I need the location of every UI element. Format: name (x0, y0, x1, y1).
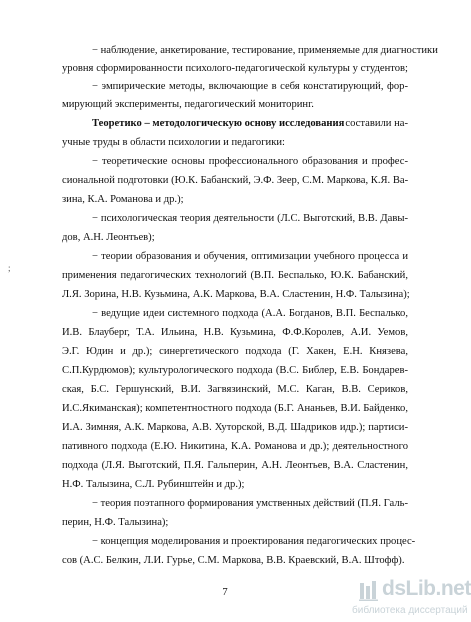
text-line: уровня сформированности психолого-педагогической культуры у студентов; (62, 63, 408, 74)
page-number: 7 (222, 587, 228, 598)
text-line: − концепция моделирования и проектирования педагогических процес- (92, 536, 416, 547)
text-line: ская, Б.С. Гершунский, В.И. Загвязинский, М.С. Каган, В.В. Сериков, (62, 384, 408, 395)
text-line (92, 117, 408, 130)
margin-marker: ; (8, 263, 11, 273)
text-line: − психологическая теория деятельности (Л.С. Выготский, В.В. Давы- (92, 213, 408, 224)
text-line: сов (А.С. Белкин, Л.И. Гурье, С.М. Маркова, В.В. Краевский, В.А. Штофф). (62, 555, 405, 566)
library-logo-icon (358, 580, 380, 602)
text-line: С.П.Курдюмов); культурологического подхода (В.С. Библер, Е.В. Бондарев- (62, 365, 408, 376)
section-heading: Теоретико – методологическую основу исследования (92, 118, 345, 129)
watermark-title: dsLib.net (382, 577, 471, 600)
text-line: сиональной подготовки (Ю.К. Бабанский, Э.Ф. Зеер, С.М. Маркова, К.Я. Ва- (62, 175, 409, 186)
text-line: И.В. Блауберг, Т.А. Ильина, Н.В. Кузьмина, Ф.Ф.Королев, А.И. Уемов, (62, 327, 408, 338)
text-line: зина, К.А. Романова и др.); (62, 194, 184, 205)
text-line: учные труды в области психологии и педагогики: (62, 137, 285, 148)
text-line: мирующий эксперименты, педагогический мониторинг. (62, 99, 314, 110)
text-line: − теоретические основы профессионального образования и профес- (92, 156, 408, 167)
text-line: − теории образования и обучения, оптимизации учебного процесса и (92, 251, 408, 262)
text-line: − теория поэтапного формирования умственных действий (П.Я. Галь- (92, 498, 408, 509)
text-line: − эмпирические методы, включающие в себя констатирующий, фор- (92, 81, 408, 92)
text-line: перин, Н.Ф. Талызина); (62, 517, 169, 528)
text-line: подхода (Л.Я. Выготский, П.Я. Гальперин, А.Н. Леонтьев, В.А. Сластенин, (62, 460, 408, 471)
text-fragment: составили на- (345, 118, 408, 129)
watermark (352, 577, 471, 619)
text-line: И.А. Зимняя, А.К. Маркова, А.В. Хуторской, В.Д. Шадриков идр.); партиси- (62, 422, 408, 433)
text-line: И.С.Якиманская); компетентностного подхода (Б.Г. Ананьев, В.И. Байденко, (62, 403, 408, 414)
text-line: Л.Я. Зорина, Н.В. Кузьмина, А.К. Маркова, В.А. Сластенин, Н.Ф. Талызина); (62, 289, 410, 300)
text-line: пативного подхода (Е.Ю. Никитина, К.А. Романова и др.); деятельностного (62, 441, 408, 452)
text-line: дов, А.Н. Леонтьев); (62, 232, 155, 243)
text-line: Э.Г. Юдин и др.); синергетического подхода (Г. Хакен, Е.Н. Князева, (62, 346, 408, 357)
text-line: − наблюдение, анкетирование, тестирование, применяемые для диагностики (92, 45, 438, 56)
text-line: Н.Ф. Талызина, С.Л. Рубинштейн и др.); (62, 479, 245, 490)
watermark-subtitle: библиотека диссертаций (352, 605, 468, 616)
text-line: − ведущие идеи системного подхода (А.А. Богданов, В.П. Беспалько, (92, 308, 408, 319)
text-line: применения педагогических технологий (В.П. Беспалько, Ю.К. Бабанский, (62, 270, 408, 281)
